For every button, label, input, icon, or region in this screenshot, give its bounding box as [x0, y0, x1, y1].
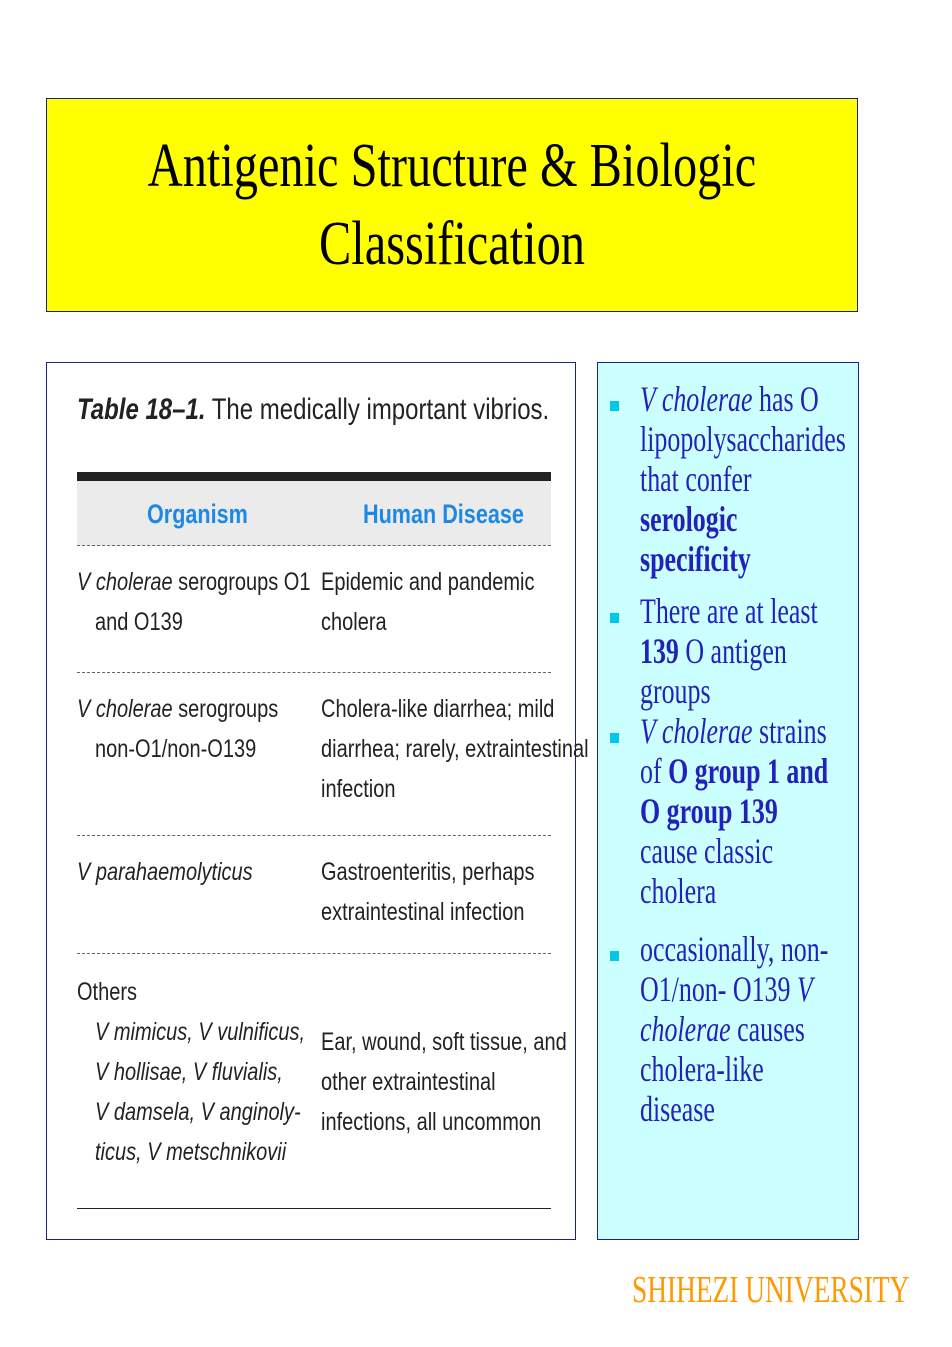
bullet-text-part: strains of [640, 711, 827, 791]
table-row [77, 546, 551, 673]
bullet-text-part: occasionally, non-O1/non- O139 [640, 929, 829, 1009]
bullet-text-part: O group 1 and O group 139 [640, 751, 829, 831]
table-row [77, 673, 589, 836]
square-bullet-icon [610, 733, 619, 743]
slide-title [148, 127, 756, 283]
disease-cell: Epidemic and pandemic cholera [321, 568, 535, 636]
caption-text: The medically important vibrios. [205, 393, 550, 426]
bullet-text [640, 379, 846, 579]
table-row [77, 836, 551, 954]
header-human-disease: Human Disease [363, 499, 524, 529]
bullet-text-part: O antigen groups [640, 631, 787, 711]
bullet-text-part: causes cholera-like disease [640, 1009, 805, 1129]
slide-title-line-2: Classification [319, 210, 585, 278]
organism-cell: V cholerae serogroups non-O1/non-O139 [77, 695, 279, 763]
title-banner [46, 98, 858, 312]
square-bullet-icon [610, 401, 619, 411]
bullet-panel [597, 362, 859, 1240]
bullet-text-part: V cholerae [640, 379, 753, 419]
bullet-text [640, 929, 842, 1129]
bullet-text-part: V cholerae [640, 969, 813, 1049]
caption-label: Table 18–1. [77, 393, 206, 426]
header-organism: Organism [147, 499, 248, 529]
disease-cell: Gastroenteritis, perhaps extraintestinal infection [321, 858, 535, 926]
disease-cell: Cholera-like diarrhea; mild diarrhea; rarely, extraintestinal infection [321, 695, 589, 803]
bullet-text-part: cause classic cholera [640, 831, 774, 911]
bullet-text-part: V cholerae [640, 711, 753, 751]
table-caption [77, 393, 667, 427]
square-bullet-icon [610, 613, 619, 623]
bullet-text [640, 711, 842, 911]
bullet-text-part: 139 [640, 631, 679, 671]
table-panel [46, 362, 589, 1240]
table-top-rule [77, 472, 551, 481]
bullet-text-part: serologic specificity [640, 499, 751, 579]
slide-title-line-1: Antigenic Structure & Biologic [147, 132, 757, 200]
table-header-row [77, 481, 551, 546]
bullet-text-part: has O lipopolysaccharides that confer [640, 379, 846, 499]
square-bullet-icon [610, 951, 619, 961]
organism-cell: V cholerae serogroups O1 and O139 [77, 568, 311, 636]
footer-university: SHIHEZI UNIVERSITY [632, 1269, 910, 1311]
bullet-text [640, 591, 842, 711]
table-row [77, 954, 567, 1209]
disease-cell: Ear, wound, soft tissue, and other extraintestinal infections, all uncommon [321, 1028, 567, 1136]
organism-cell: Others V mimicus, V vulnificus, V hollisae, V fluvialis, V damsela, V anginoly- ticus, V metschnikovii [77, 978, 306, 1166]
organism-cell: V parahaemolyticus [77, 858, 253, 886]
bullet-text-part: There are at least [640, 591, 818, 631]
